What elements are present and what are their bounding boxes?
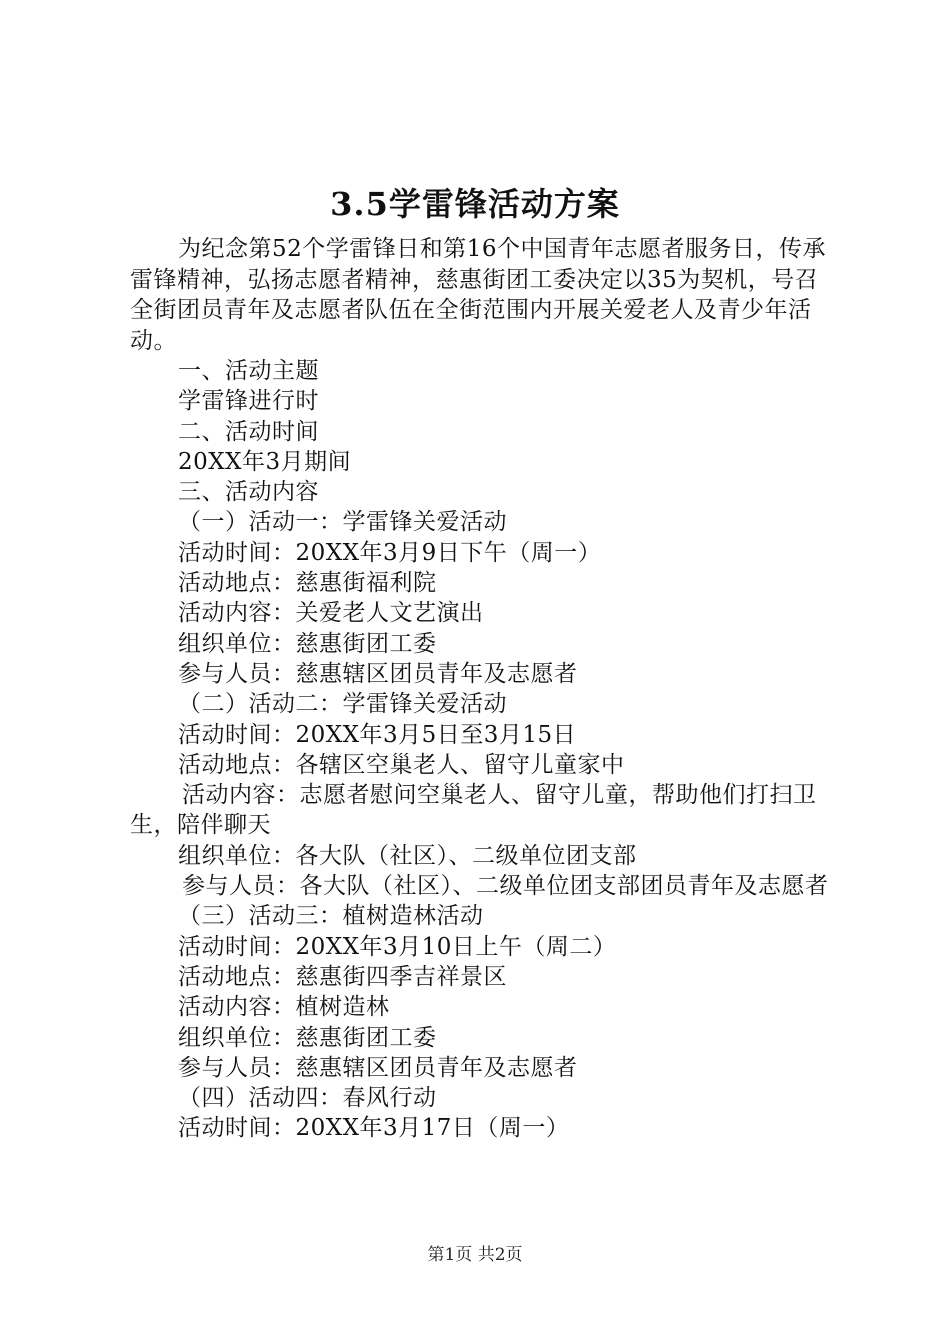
activity-2-time: 活动时间：20XX年3月5日至3月15日 — [178, 721, 577, 748]
activity-2-organizer: 组织单位：各大队（社区）、二级单位团支部 — [178, 842, 637, 869]
activity-3-content: 活动内容：植树造林 — [178, 994, 390, 1021]
activity-2-heading: （二）活动二：学雷锋关爱活动 — [178, 691, 507, 718]
section-heading-content: 三、活动内容 — [178, 479, 319, 506]
activity-3-participants: 参与人员：慈惠辖区团员青年及志愿者 — [178, 1054, 578, 1081]
time-text: 20XX年3月期间 — [178, 448, 352, 475]
page-footer: 第1页 共2页 — [427, 1245, 523, 1265]
activity-1-place: 活动地点：慈惠街福利院 — [178, 570, 437, 597]
document-body — [130, 234, 835, 1144]
document-title: 3.5学雷锋活动方案 — [330, 185, 620, 223]
activity-2-place: 活动地点：各辖区空巢老人、留守儿童家中 — [178, 751, 625, 778]
activity-2-participants: 参与人员：各大队（社区）、二级单位团支部团员青年及志愿者 — [182, 873, 829, 900]
activity-3-organizer: 组织单位：慈惠街团工委 — [178, 1024, 437, 1051]
activity-1-organizer: 组织单位：慈惠街团工委 — [178, 630, 437, 657]
activity-3-heading: （三）活动三：植树造林活动 — [178, 903, 484, 930]
section-heading-time: 二、活动时间 — [178, 418, 319, 445]
theme-text: 学雷锋进行时 — [178, 388, 319, 415]
activity-1-time: 活动时间：20XX年3月9日下午（周一） — [178, 539, 602, 566]
intro-paragraph: 为纪念第52个学雷锋日和第16个中国青年志愿者服务日，传承雷锋精神，弘扬志愿者精神，慈惠街团工委决定以35为契机，号召全街团员青年及志愿者队伍在全街范围内开展关爱老人及青少年活动。 — [130, 236, 827, 354]
activity-1-content: 活动内容：关爱老人文艺演出 — [178, 600, 484, 627]
activity-2-content: 活动内容：志愿者慰问空巢老人、留守儿童，帮助他们打扫卫生，陪伴聊天 — [130, 782, 817, 839]
activity-3-place: 活动地点：慈惠街四季吉祥景区 — [178, 963, 507, 990]
activity-4-heading: （四）活动四：春风行动 — [178, 1085, 437, 1112]
activity-4-time: 活动时间：20XX年3月17日（周一） — [178, 1115, 570, 1142]
activity-3-time: 活动时间：20XX年3月10日上午（周二） — [178, 933, 617, 960]
activity-1-participants: 参与人员：慈惠辖区团员青年及志愿者 — [178, 660, 578, 687]
activity-1-heading: （一）活动一：学雷锋关爱活动 — [178, 509, 507, 536]
section-heading-theme: 一、活动主题 — [178, 358, 319, 384]
